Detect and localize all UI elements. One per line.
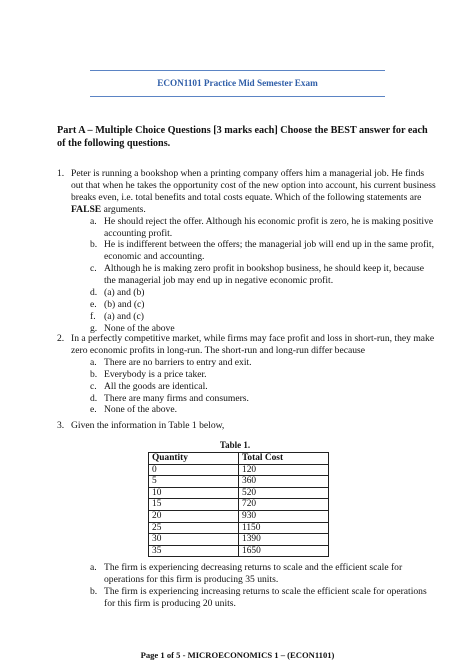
option-letter: e.	[90, 298, 97, 310]
option-letter: a.	[90, 562, 97, 573]
option-d	[90, 287, 437, 299]
table-row	[149, 499, 329, 511]
question-number: 3.	[57, 420, 65, 431]
table-cell: 30	[149, 534, 239, 546]
option-letter: b.	[90, 585, 98, 597]
option-d	[90, 393, 437, 405]
table-row	[149, 476, 329, 488]
header-bottom-rule	[90, 96, 385, 97]
table-caption: Table 1.	[219, 440, 251, 450]
table-cell: 5	[149, 476, 239, 488]
option-e	[90, 299, 437, 311]
option-letter: d.	[90, 392, 98, 404]
option-letter: e.	[90, 404, 97, 416]
table-row	[149, 522, 329, 534]
cost-table	[148, 452, 329, 557]
option-text: (a) and (c)	[104, 310, 144, 322]
question-number: 1.	[57, 168, 65, 179]
table-cell: 1650	[239, 545, 329, 557]
option-e	[90, 404, 437, 416]
option-letter: c.	[90, 380, 97, 392]
question-2	[57, 333, 437, 416]
option-letter: a.	[90, 356, 97, 368]
option-text: Although he is making zero profit in bookshop business, he should keep it, because the managerial job may end up in negative economic profit.	[104, 263, 425, 287]
table-row	[149, 487, 329, 499]
table-cell: 15	[149, 499, 239, 511]
option-c	[90, 263, 437, 287]
option-a	[90, 562, 436, 586]
option-text: There are no barriers to entry and exit.	[104, 356, 252, 368]
table-cell: 720	[239, 499, 329, 511]
option-text: There are many firms and consumers.	[104, 392, 249, 404]
option-letter: d.	[90, 287, 98, 299]
stem-emphasis: FALSE	[71, 203, 102, 215]
table-row	[149, 545, 329, 557]
option-text: Everybody is a price taker.	[104, 368, 207, 380]
option-text: (a) and (b)	[104, 287, 145, 299]
option-a	[90, 357, 437, 369]
question-stem: Given the information in Table 1 below,	[71, 420, 225, 431]
column-header-total-cost: Total Cost	[239, 453, 329, 465]
table-row	[149, 534, 329, 546]
table-cell: 25	[149, 522, 239, 534]
table-header-row	[149, 453, 329, 465]
stem-text: Peter is running a bookshop when a printing company offers him a managerial job. He finds out that when he takes the opportunity cost of the new option into account, his current business breaks even, i.e. total benefits and total costs equate. Which of the following statements are	[71, 168, 436, 203]
option-letter: c.	[90, 263, 97, 275]
header-top-rule	[90, 70, 385, 71]
question-number: 2.	[57, 333, 65, 344]
table-cell: 1390	[239, 534, 329, 546]
option-b	[90, 369, 437, 381]
option-f	[90, 311, 437, 323]
question-3	[57, 420, 437, 432]
table-row	[149, 510, 329, 522]
options-list	[90, 357, 437, 417]
table-cell: 1150	[239, 522, 329, 534]
stem-text-end: arguments.	[101, 203, 146, 215]
table-cell: 20	[149, 510, 239, 522]
table-row	[149, 464, 329, 476]
options-list	[90, 562, 436, 610]
question-3-options	[90, 562, 436, 610]
exam-title: ECON1101 Practice Mid Semester Exam	[157, 78, 318, 88]
table-cell: 930	[239, 510, 329, 522]
page-footer: Page 1 of 5 - MICROECONOMICS 1 – (ECON1101)	[140, 650, 335, 660]
options-list	[90, 216, 437, 335]
option-text: The firm is experiencing increasing returns to scale the efficient scale for operations for this firm is producing 20 units.	[104, 585, 427, 609]
option-b	[90, 239, 437, 263]
option-text: All the goods are identical.	[104, 380, 208, 392]
part-a-heading: Part A – Multiple Choice Questions [3 marks each] Choose the BEST answer for each of the following questions.	[57, 125, 428, 149]
option-text: The firm is experiencing decreasing returns to scale and the efficient scale for operations for this firm is producing 35 units.	[104, 562, 403, 585]
option-letter: g.	[90, 322, 98, 334]
table-cell: 0	[149, 464, 239, 476]
option-text: (b) and (c)	[104, 298, 145, 310]
option-text: He should reject the offer. Although his economic profit is zero, he is making positive accounting profit.	[104, 215, 434, 239]
question-stem: In a perfectly competitive market, while firms may face profit and loss in short-run, they make zero economic profits in long-run. The short-run and long-run differ because	[71, 333, 435, 356]
question-1	[57, 168, 437, 335]
question-stem	[71, 168, 437, 216]
table-cell: 520	[239, 487, 329, 499]
table-cell: 360	[239, 476, 329, 488]
table-cell: 35	[149, 545, 239, 557]
option-b	[90, 586, 436, 610]
option-letter: b.	[90, 239, 98, 251]
table-cell: 10	[149, 487, 239, 499]
option-letter: a.	[90, 215, 97, 227]
option-a	[90, 216, 437, 240]
option-c	[90, 381, 437, 393]
table-cell: 120	[239, 464, 329, 476]
column-header-quantity: Quantity	[149, 453, 239, 465]
option-letter: f.	[90, 310, 96, 322]
option-text: None of the above	[104, 322, 175, 334]
option-text: He is indifferent between the offers; the managerial job will end up in the same profit, economic and accounting.	[104, 239, 434, 263]
option-text: None of the above.	[104, 404, 177, 416]
option-letter: b.	[90, 368, 98, 380]
